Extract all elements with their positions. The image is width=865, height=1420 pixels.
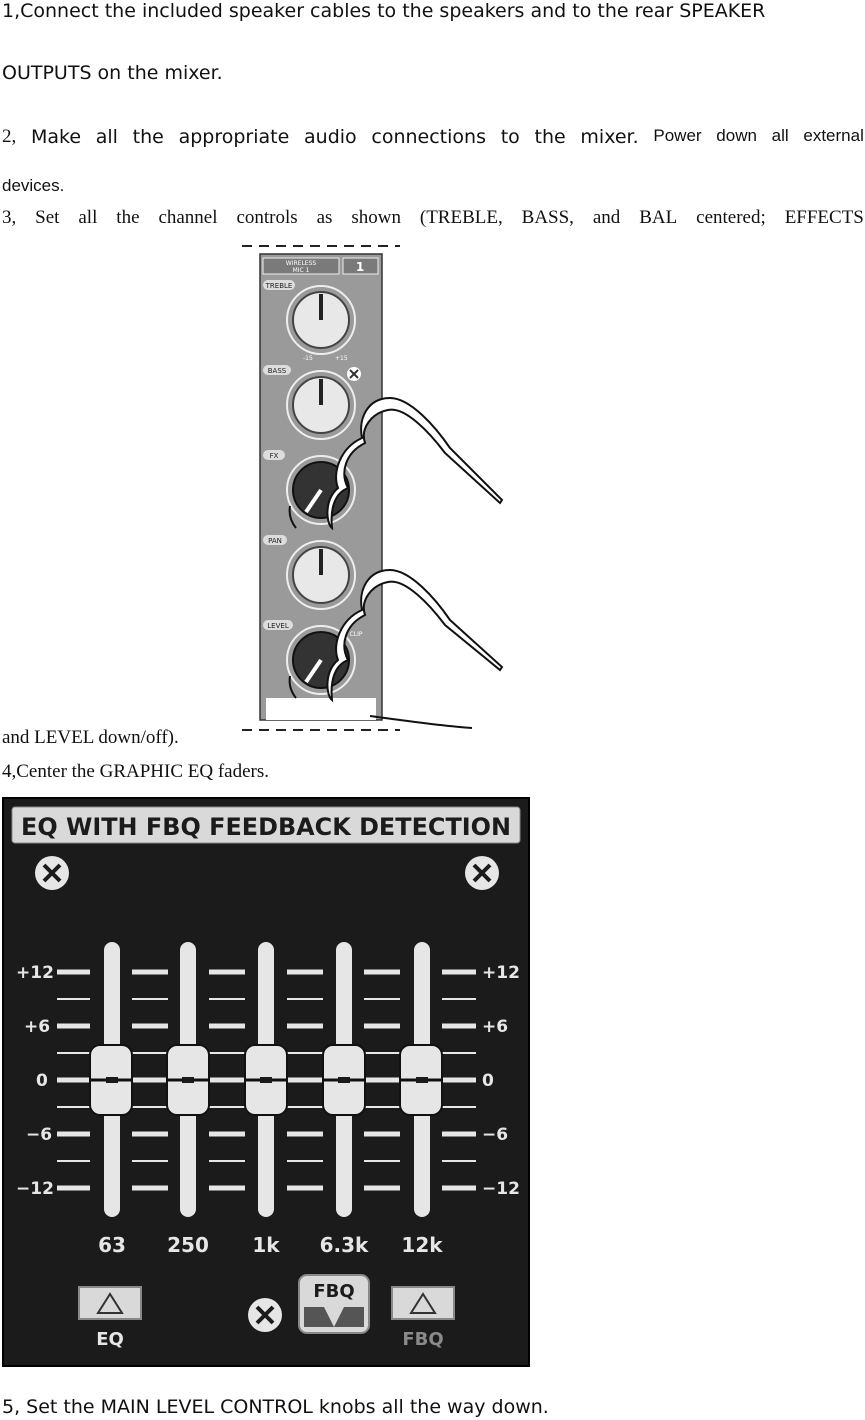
treble-min: -15 — [303, 355, 313, 362]
fbq-badge-text: FBQ — [313, 1281, 355, 1302]
step-2-word: down — [716, 126, 757, 145]
scale-label-left: −12 — [16, 1179, 54, 1199]
treble-max: +15 — [335, 355, 348, 362]
step-3-word: (TREBLE, — [419, 207, 503, 228]
step-3-word: the — [116, 207, 140, 228]
scale-label-right: −6 — [482, 1125, 509, 1145]
step-2-word: appropriate — [178, 126, 290, 148]
step-2-word: mixer. — [580, 126, 639, 148]
fx-label: FX — [269, 452, 279, 460]
step-3-word: as — [316, 207, 333, 228]
step-2-word: 2, — [2, 126, 17, 147]
fbq-button[interactable] — [392, 1287, 454, 1319]
close-icon — [248, 1298, 282, 1332]
step-3-word: channel — [158, 207, 218, 228]
step-3-word: EFFECTS — [784, 207, 864, 228]
scale-label-left: +12 — [16, 963, 54, 983]
step-3-word: 3, — [2, 207, 17, 228]
step-3-word: and — [592, 207, 621, 228]
strip-bottom-gap — [266, 698, 376, 720]
treble-label: TREBLE — [265, 282, 293, 290]
step-2-word: the — [132, 126, 164, 148]
step-3-word: Set — [35, 207, 60, 228]
step-2-word: Make — [30, 126, 82, 148]
step-2-word: all — [771, 126, 789, 145]
header-line-2: MIC 1 — [292, 267, 310, 274]
band-label: 1k — [252, 1233, 280, 1257]
step-2-word: all — [95, 126, 118, 148]
step-2-word: connections — [371, 126, 486, 148]
pan-knob[interactable] — [287, 541, 355, 609]
step-4: 4,Center the GRAPHIC EQ faders. — [2, 761, 270, 782]
step-2-line-1 — [2, 126, 864, 148]
step-3-word: shown — [351, 207, 401, 228]
step-3-word: all — [78, 207, 98, 228]
step-2-line-2: devices. — [2, 176, 65, 195]
step-2-word: Power — [653, 126, 702, 145]
channel-number: 1 — [355, 260, 365, 274]
scale-label-left: +6 — [24, 1017, 51, 1037]
band-label: 63 — [98, 1233, 126, 1257]
step-2-word: to — [500, 126, 520, 148]
level-label: LEVEL — [267, 622, 289, 630]
step-3-word: BAL — [639, 207, 678, 228]
step-2-word: external — [803, 126, 864, 145]
header-line-1: WIRELESS — [285, 260, 317, 267]
close-icon — [465, 856, 499, 890]
close-icon — [35, 856, 69, 890]
step-3-line-2: and LEVEL down/off). — [2, 727, 179, 748]
step-5: 5, Set the MAIN LEVEL CONTROL knobs all the way down. — [2, 1396, 549, 1418]
band-label: 6.3k — [319, 1233, 369, 1257]
scale-label-left: 0 — [36, 1071, 48, 1091]
step-3-line-1 — [2, 207, 864, 229]
eq-button[interactable] — [79, 1287, 141, 1319]
fbq-button-label: FBQ — [402, 1329, 444, 1350]
step-3-word: BASS, — [521, 207, 574, 228]
bass-knob[interactable] — [287, 371, 355, 439]
channel-strip-figure — [240, 238, 510, 738]
band-label: 250 — [167, 1233, 209, 1257]
step-2-word: audio — [304, 126, 357, 148]
bass-label: BASS — [267, 367, 287, 375]
scale-label-left: −6 — [26, 1125, 53, 1145]
fbq-badge — [299, 1275, 369, 1333]
scale-label-right: +12 — [482, 963, 520, 983]
step-2-word: the — [534, 126, 566, 148]
eq-button-label: EQ — [96, 1329, 124, 1350]
graphic-eq-panel — [2, 797, 530, 1367]
scale-label-right: 0 — [482, 1071, 494, 1091]
pan-label: PAN — [268, 537, 282, 545]
step-3-word: controls — [236, 207, 298, 228]
scale-label-right: +6 — [482, 1017, 509, 1037]
step-1-line-2: OUTPUTS on the mixer. — [2, 62, 223, 84]
treble-knob[interactable] — [287, 286, 355, 354]
scale-label-right: −12 — [482, 1179, 520, 1199]
step-1-line-1: 1,Connect the included speaker cables to the speakers and to the rear SPEAKER — [2, 0, 766, 22]
clip-label: CLIP — [349, 631, 363, 638]
step-3-word: centered; — [696, 207, 766, 228]
band-label: 12k — [401, 1233, 443, 1257]
eq-title: EQ WITH FBQ FEEDBACK DETECTION — [21, 813, 511, 841]
close-icon — [347, 367, 361, 381]
